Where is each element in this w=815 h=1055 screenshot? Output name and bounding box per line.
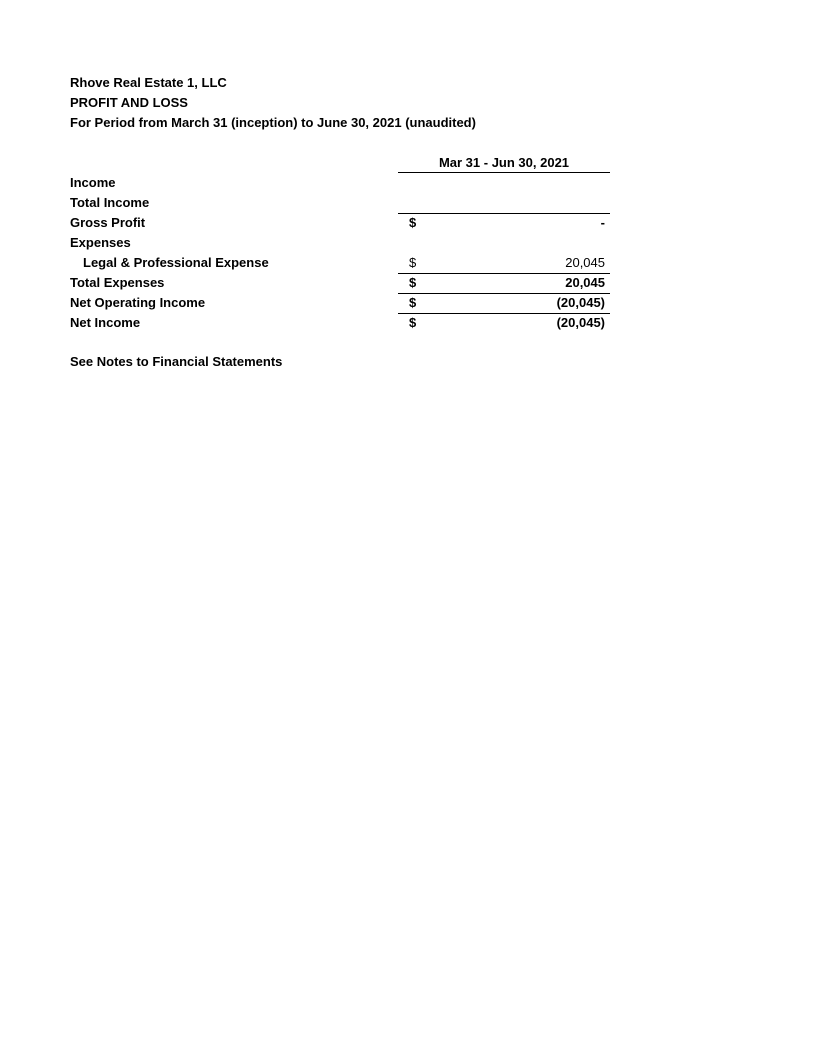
company-name: Rhove Real Estate 1, LLC (70, 75, 227, 90)
row-label-gross-profit: Gross Profit (70, 215, 146, 230)
currency-symbol: $ (409, 295, 417, 310)
statement-period: For Period from March 31 (inception) to June 30, 2021 (unaudited) (70, 115, 476, 130)
table-row (70, 274, 610, 292)
row-label-total-expenses: Total Expenses (70, 275, 165, 290)
amount-value: (20,045) (556, 315, 605, 330)
column-header: Mar 31 - Jun 30, 2021 (398, 155, 610, 173)
row-label-net-operating-income: Net Operating Income (70, 295, 206, 310)
row-label-legal-professional: Legal & Professional Expense (83, 255, 269, 270)
amount-cell (398, 273, 610, 292)
currency-symbol: $ (409, 215, 417, 230)
amount-value: - (600, 215, 605, 230)
amount-value: (20,045) (556, 295, 605, 310)
table-row (70, 194, 610, 212)
row-label-net-income: Net Income (70, 315, 141, 330)
currency-symbol: $ (409, 275, 417, 290)
row-label-total-income: Total Income (70, 195, 150, 210)
table-row (70, 314, 610, 332)
currency-symbol: $ (409, 255, 417, 270)
table-row (70, 234, 610, 252)
statement-title: PROFIT AND LOSS (70, 95, 188, 110)
amount-value: 20,045 (565, 255, 605, 270)
amount-cell (398, 293, 610, 312)
amount-cell (398, 254, 610, 272)
row-label-expenses: Expenses (70, 235, 131, 250)
row-label-income: Income (70, 175, 116, 190)
amount-cell (398, 213, 610, 232)
amount-cell (398, 313, 610, 332)
table-row (70, 254, 610, 272)
amount-value: 20,045 (565, 275, 605, 290)
table-row (70, 294, 610, 312)
table-row (70, 174, 610, 192)
table-row (70, 214, 610, 232)
currency-symbol: $ (409, 315, 417, 330)
notes-reference: See Notes to Financial Statements (70, 354, 283, 369)
